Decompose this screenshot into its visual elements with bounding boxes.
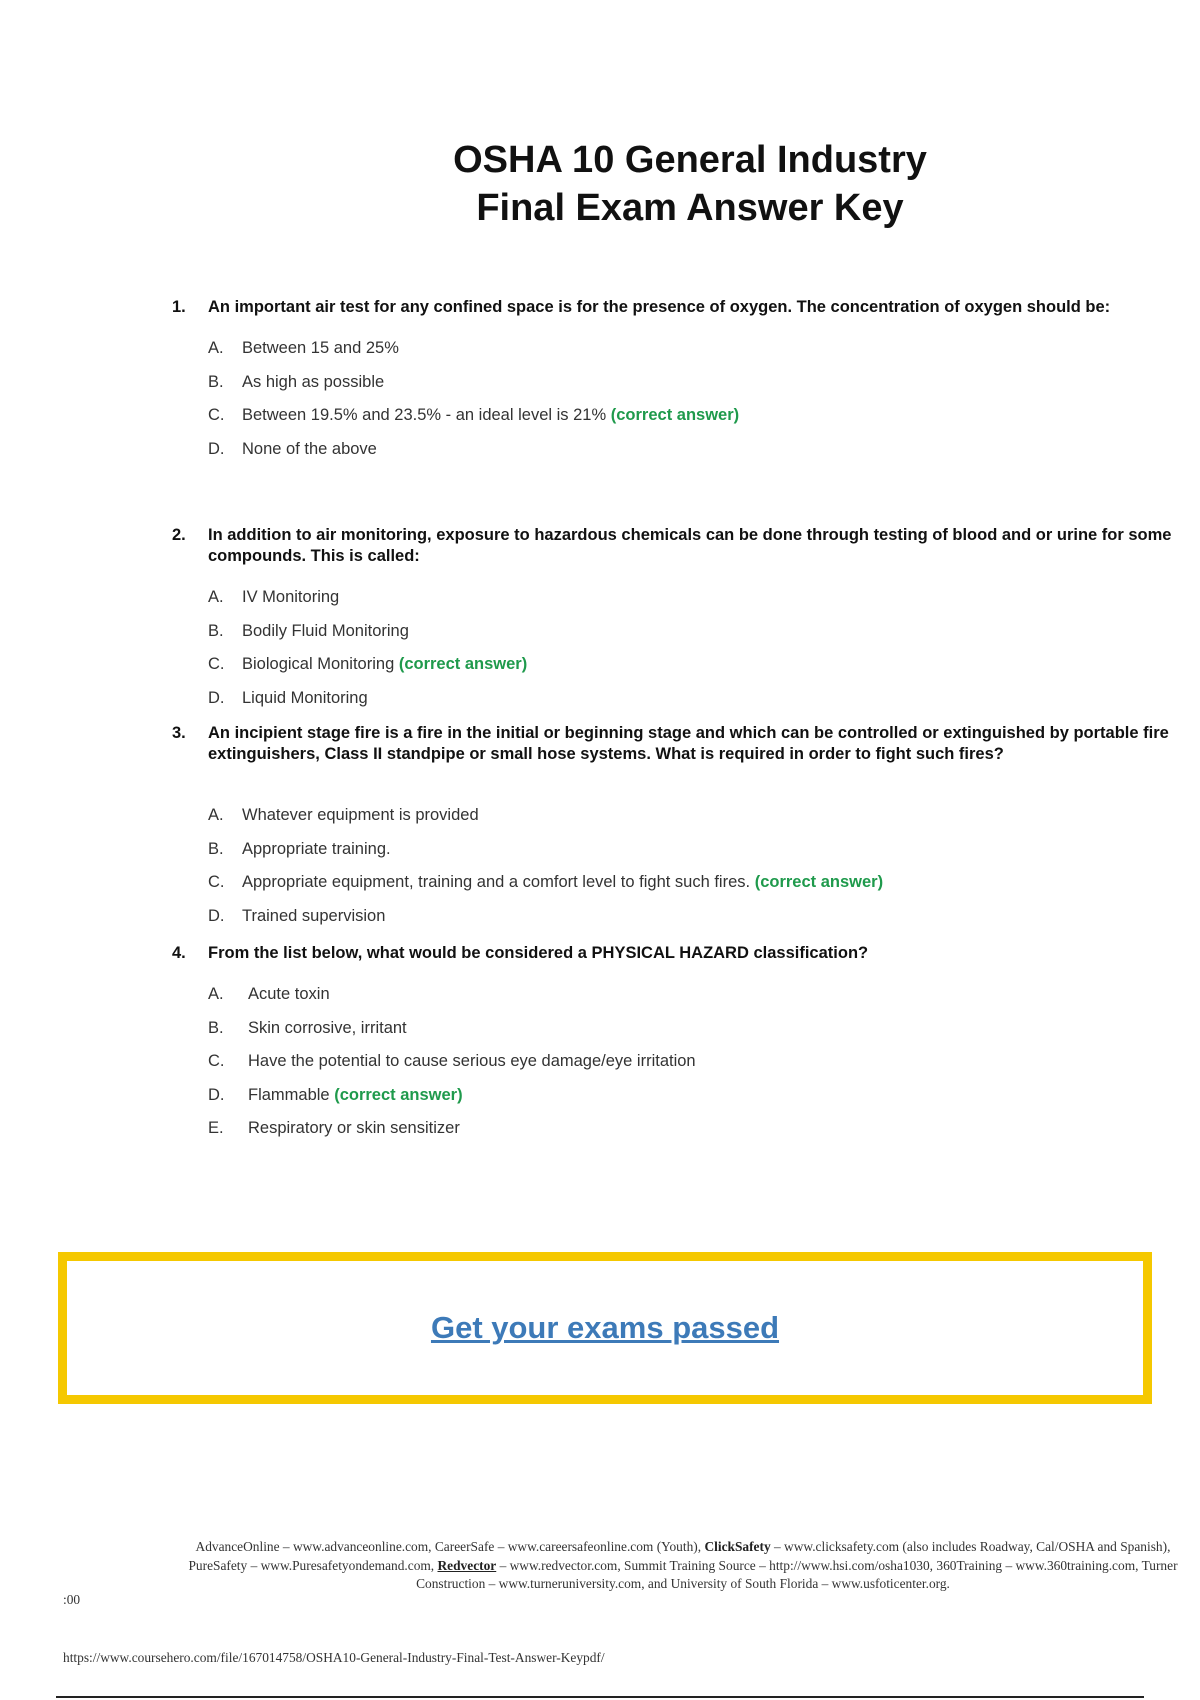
correct-answer-tag: (correct answer) xyxy=(610,406,740,424)
option-letter: A. xyxy=(208,806,224,824)
question-text: An important air test for any confined space is for the presence of oxygen. The concentration of oxygen should be: xyxy=(208,298,1111,316)
option-letter: A. xyxy=(208,339,224,357)
option-list xyxy=(172,338,1192,472)
option-letter: C. xyxy=(208,655,225,673)
source-url: https://www.coursehero.com/file/167014758/OSHA10-General-Industry-Final-Test-Answer-Keypdf/ xyxy=(63,1650,605,1665)
option-item xyxy=(172,1051,1192,1085)
question-text: From the list below, what would be considered a PHYSICAL HAZARD classification? xyxy=(208,944,869,962)
question-stem xyxy=(172,943,1192,964)
correct-answer-tag: (correct answer) xyxy=(754,873,884,891)
option-text: Respiratory or skin sensitizer xyxy=(248,1119,460,1137)
option-item xyxy=(172,439,1192,473)
option-item xyxy=(172,1018,1192,1052)
option-letter: D. xyxy=(208,688,225,707)
redvector-name: Redvector xyxy=(437,1557,497,1573)
option-list xyxy=(172,805,1192,939)
question-4 xyxy=(172,943,1192,1152)
option-text: Have the potential to cause serious eye damage/eye irritation xyxy=(248,1052,696,1070)
option-text: Appropriate training. xyxy=(242,839,391,858)
get-exams-passed-link[interactable]: Get your exams passed xyxy=(430,1310,780,1345)
question-number: 3. xyxy=(172,724,186,742)
option-letter: D. xyxy=(208,906,225,925)
option-letter: B. xyxy=(208,621,224,640)
cta-banner xyxy=(58,1252,1152,1404)
question-1 xyxy=(172,297,1192,482)
question-text: An incipient stage fire is a fire in the initial or beginning stage and which can be controlled or extinguished by portable fire extinguishers, Class II standpipe or small hose systems. What is required in order to fight such fires? xyxy=(208,724,1169,763)
option-letter: C. xyxy=(208,1052,225,1070)
correct-answer-tag: (correct answer) xyxy=(334,1085,463,1104)
option-item xyxy=(172,405,1192,439)
correct-answer-tag: (correct answer) xyxy=(398,655,528,673)
question-number: 4. xyxy=(172,944,186,962)
question-3 xyxy=(172,723,1192,923)
sources-text-part-2: – www.clicksafety.com (also includes Roadway, Cal/OSHA and Spanish), PureSafety – www.Puresafetyondemand.com, xyxy=(188,1539,1171,1573)
option-item xyxy=(172,872,1192,906)
option-text: Liquid Monitoring xyxy=(242,688,368,707)
sources-text-part-3: – www.redvector.com, Summit Training Source – http://www.hsi.com/osha1030, 360Training – www.360training.com, Turner Construction – www.turneruniversity.com, and University of South Florida – www.usfoticenter.org. xyxy=(416,1557,1178,1591)
title-line-2: Final Exam Answer Key xyxy=(476,187,904,229)
option-item xyxy=(172,372,1192,406)
question-number: 1. xyxy=(172,298,186,316)
training-sources-note xyxy=(168,1538,1198,1594)
question-stem xyxy=(172,297,1192,318)
clicksafety-name: ClickSafety xyxy=(704,1539,771,1554)
option-text: Flammable xyxy=(248,1085,335,1104)
option-item xyxy=(172,906,1192,940)
option-item xyxy=(172,805,1192,839)
option-item xyxy=(172,839,1192,873)
option-text: Trained supervision xyxy=(242,906,386,925)
option-letter: C. xyxy=(208,406,225,424)
option-text: Between 19.5% and 23.5% - an ideal level is 21% xyxy=(242,406,611,424)
option-letter: B. xyxy=(208,839,224,858)
footer-divider xyxy=(56,1696,1144,1698)
option-text: Whatever equipment is provided xyxy=(242,806,479,824)
option-item xyxy=(172,688,1192,722)
option-text: As high as possible xyxy=(242,372,385,391)
sources-text-part-1: AdvanceOnline – www.advanceonline.com, CareerSafe – www.careersafeonline.com (Youth), xyxy=(195,1539,705,1554)
question-number: 2. xyxy=(172,526,186,544)
option-letter: B. xyxy=(208,1018,224,1037)
question-stem xyxy=(172,723,1192,765)
option-letter: D. xyxy=(208,1085,225,1104)
option-letter: B. xyxy=(208,372,224,391)
option-letter: A. xyxy=(208,985,224,1003)
question-2 xyxy=(172,525,1192,707)
option-letter: D. xyxy=(208,439,225,458)
option-text: Skin corrosive, irritant xyxy=(248,1018,407,1037)
option-text: IV Monitoring xyxy=(242,588,340,606)
title-line-1: OSHA 10 General Industry xyxy=(453,139,927,181)
question-list xyxy=(172,297,1192,1152)
option-letter: C. xyxy=(208,873,225,891)
time-marker: :00 xyxy=(63,1592,81,1607)
option-letter: E. xyxy=(208,1119,224,1137)
option-list xyxy=(172,984,1192,1152)
question-text: In addition to air monitoring, exposure to hazardous chemicals can be done through testing of blood and or urine for some compounds. This is called: xyxy=(208,526,1172,565)
option-item xyxy=(172,1118,1192,1152)
option-item xyxy=(172,338,1192,372)
option-item xyxy=(172,1085,1192,1119)
option-list xyxy=(172,587,1192,721)
option-letter: A. xyxy=(208,588,224,606)
option-item xyxy=(172,984,1192,1018)
option-item xyxy=(172,621,1192,655)
option-item xyxy=(172,587,1192,621)
page-title xyxy=(180,136,1200,232)
option-text: Biological Monitoring xyxy=(242,655,399,673)
option-text: Appropriate equipment, training and a comfort level to fight such fires. xyxy=(242,873,755,891)
option-text: None of the above xyxy=(242,439,377,458)
option-text: Acute toxin xyxy=(248,985,330,1003)
question-stem xyxy=(172,525,1192,567)
option-text: Between 15 and 25% xyxy=(242,339,399,357)
option-text: Bodily Fluid Monitoring xyxy=(242,621,409,640)
option-item xyxy=(172,654,1192,688)
